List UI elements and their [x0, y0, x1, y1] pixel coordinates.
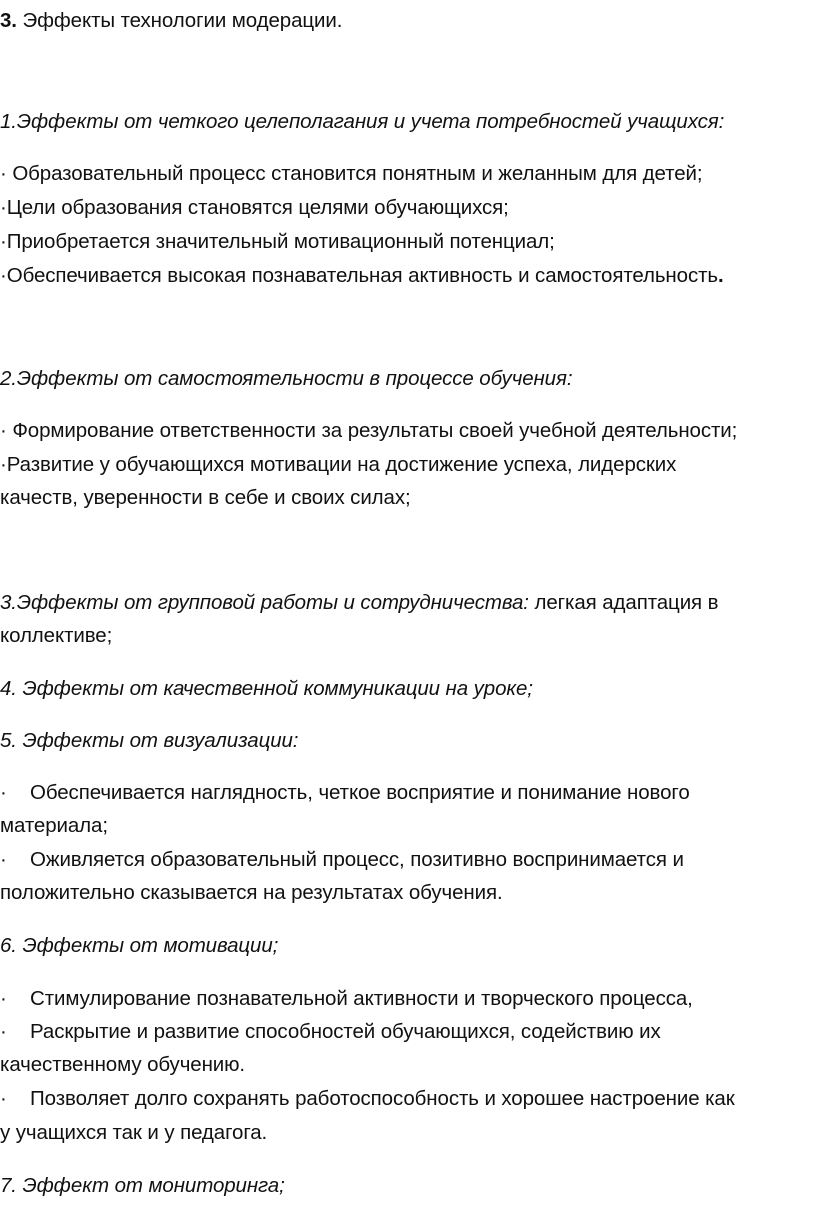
section-4-heading: 4. Эффекты от качественной коммуникации на уроке; [0, 677, 533, 700]
section-5-item-1-text: Обеспечивается наглядность, четкое восприятие и понимание нового [30, 781, 690, 804]
bullet-glyph: · [0, 781, 7, 804]
section-6-item-1-text: Стимулирование познавательной активности и творческого процесса, [30, 987, 693, 1010]
bullet-glyph: · [0, 987, 7, 1010]
document-title [0, 8, 342, 34]
section-3-heading-line [0, 590, 718, 616]
bullet-glyph: · [0, 848, 7, 871]
section-5-item-1 [0, 780, 690, 806]
section-6-item-3-text: Позволяет долго сохранять работоспособность и хорошее настроение как [30, 1087, 735, 1110]
title-number: 3. [0, 9, 17, 32]
section-2-heading: 2.Эффекты от самостоятельности в процессе обучения: [0, 367, 573, 390]
bullet-glyph: · [0, 1087, 7, 1110]
section-1-item-4 [0, 263, 724, 289]
section-5-heading: 5. Эффекты от визуализации: [0, 729, 299, 752]
section-6-item-2-cont: качественному обучению. [0, 1053, 246, 1076]
section-1-heading: 1.Эффекты от четкого целеполагания и учета потребностей учащихся: [0, 110, 725, 133]
section-6-item-1 [0, 986, 693, 1012]
section-6-item-2-text: Раскрытие и развитие способностей обучающихся, содействию их [30, 1020, 661, 1043]
section-6-heading: 6. Эффекты от мотивации; [0, 934, 279, 957]
section-5-item-1-cont: материала; [0, 814, 108, 837]
section-2-item-1: · Формирование ответственности за результаты своей учебной деятельности; [0, 419, 738, 442]
section-3-inline-text: легкая адаптация в [528, 591, 719, 614]
section-5-item-2-text: Оживляется образовательный процесс, позитивно воспринимается и [30, 848, 684, 871]
title-text: Эффекты технологии модерации. [16, 9, 343, 32]
section-3-heading: 3.Эффекты от групповой работы и сотрудничества: [0, 591, 529, 614]
section-1-item-1: · Образовательный процесс становится понятным и желанным для детей; [0, 162, 703, 185]
section-7-heading: 7. Эффект от мониторинга; [0, 1174, 285, 1197]
section-6-item-3 [0, 1086, 735, 1112]
section-2-item-2: ·Развитие у обучающихся мотивации на достижение успеха, лидерских [0, 453, 677, 476]
section-3-continuation: коллективе; [0, 624, 113, 647]
section-6-item-2 [0, 1019, 661, 1045]
section-6-item-3-cont: у учащихся так и у педагога. [0, 1121, 268, 1144]
section-1-item-3: ·Приобретается значительный мотивационный потенциал; [0, 230, 555, 253]
section-2-item-2-cont: качеств, уверенности в себе и своих силах; [0, 486, 411, 509]
section-5-item-2 [0, 847, 684, 873]
section-1-item-4-text: ·Обеспечивается высокая познавательная активность и самостоятельность [0, 264, 718, 287]
section-5-item-2-cont: положительно сказывается на результатах обучения. [0, 881, 503, 904]
section-1-item-2: ·Цели образования становятся целями обучающихся; [0, 196, 509, 219]
section-1-item-4-period: . [717, 264, 724, 287]
bullet-glyph: · [0, 1020, 7, 1043]
